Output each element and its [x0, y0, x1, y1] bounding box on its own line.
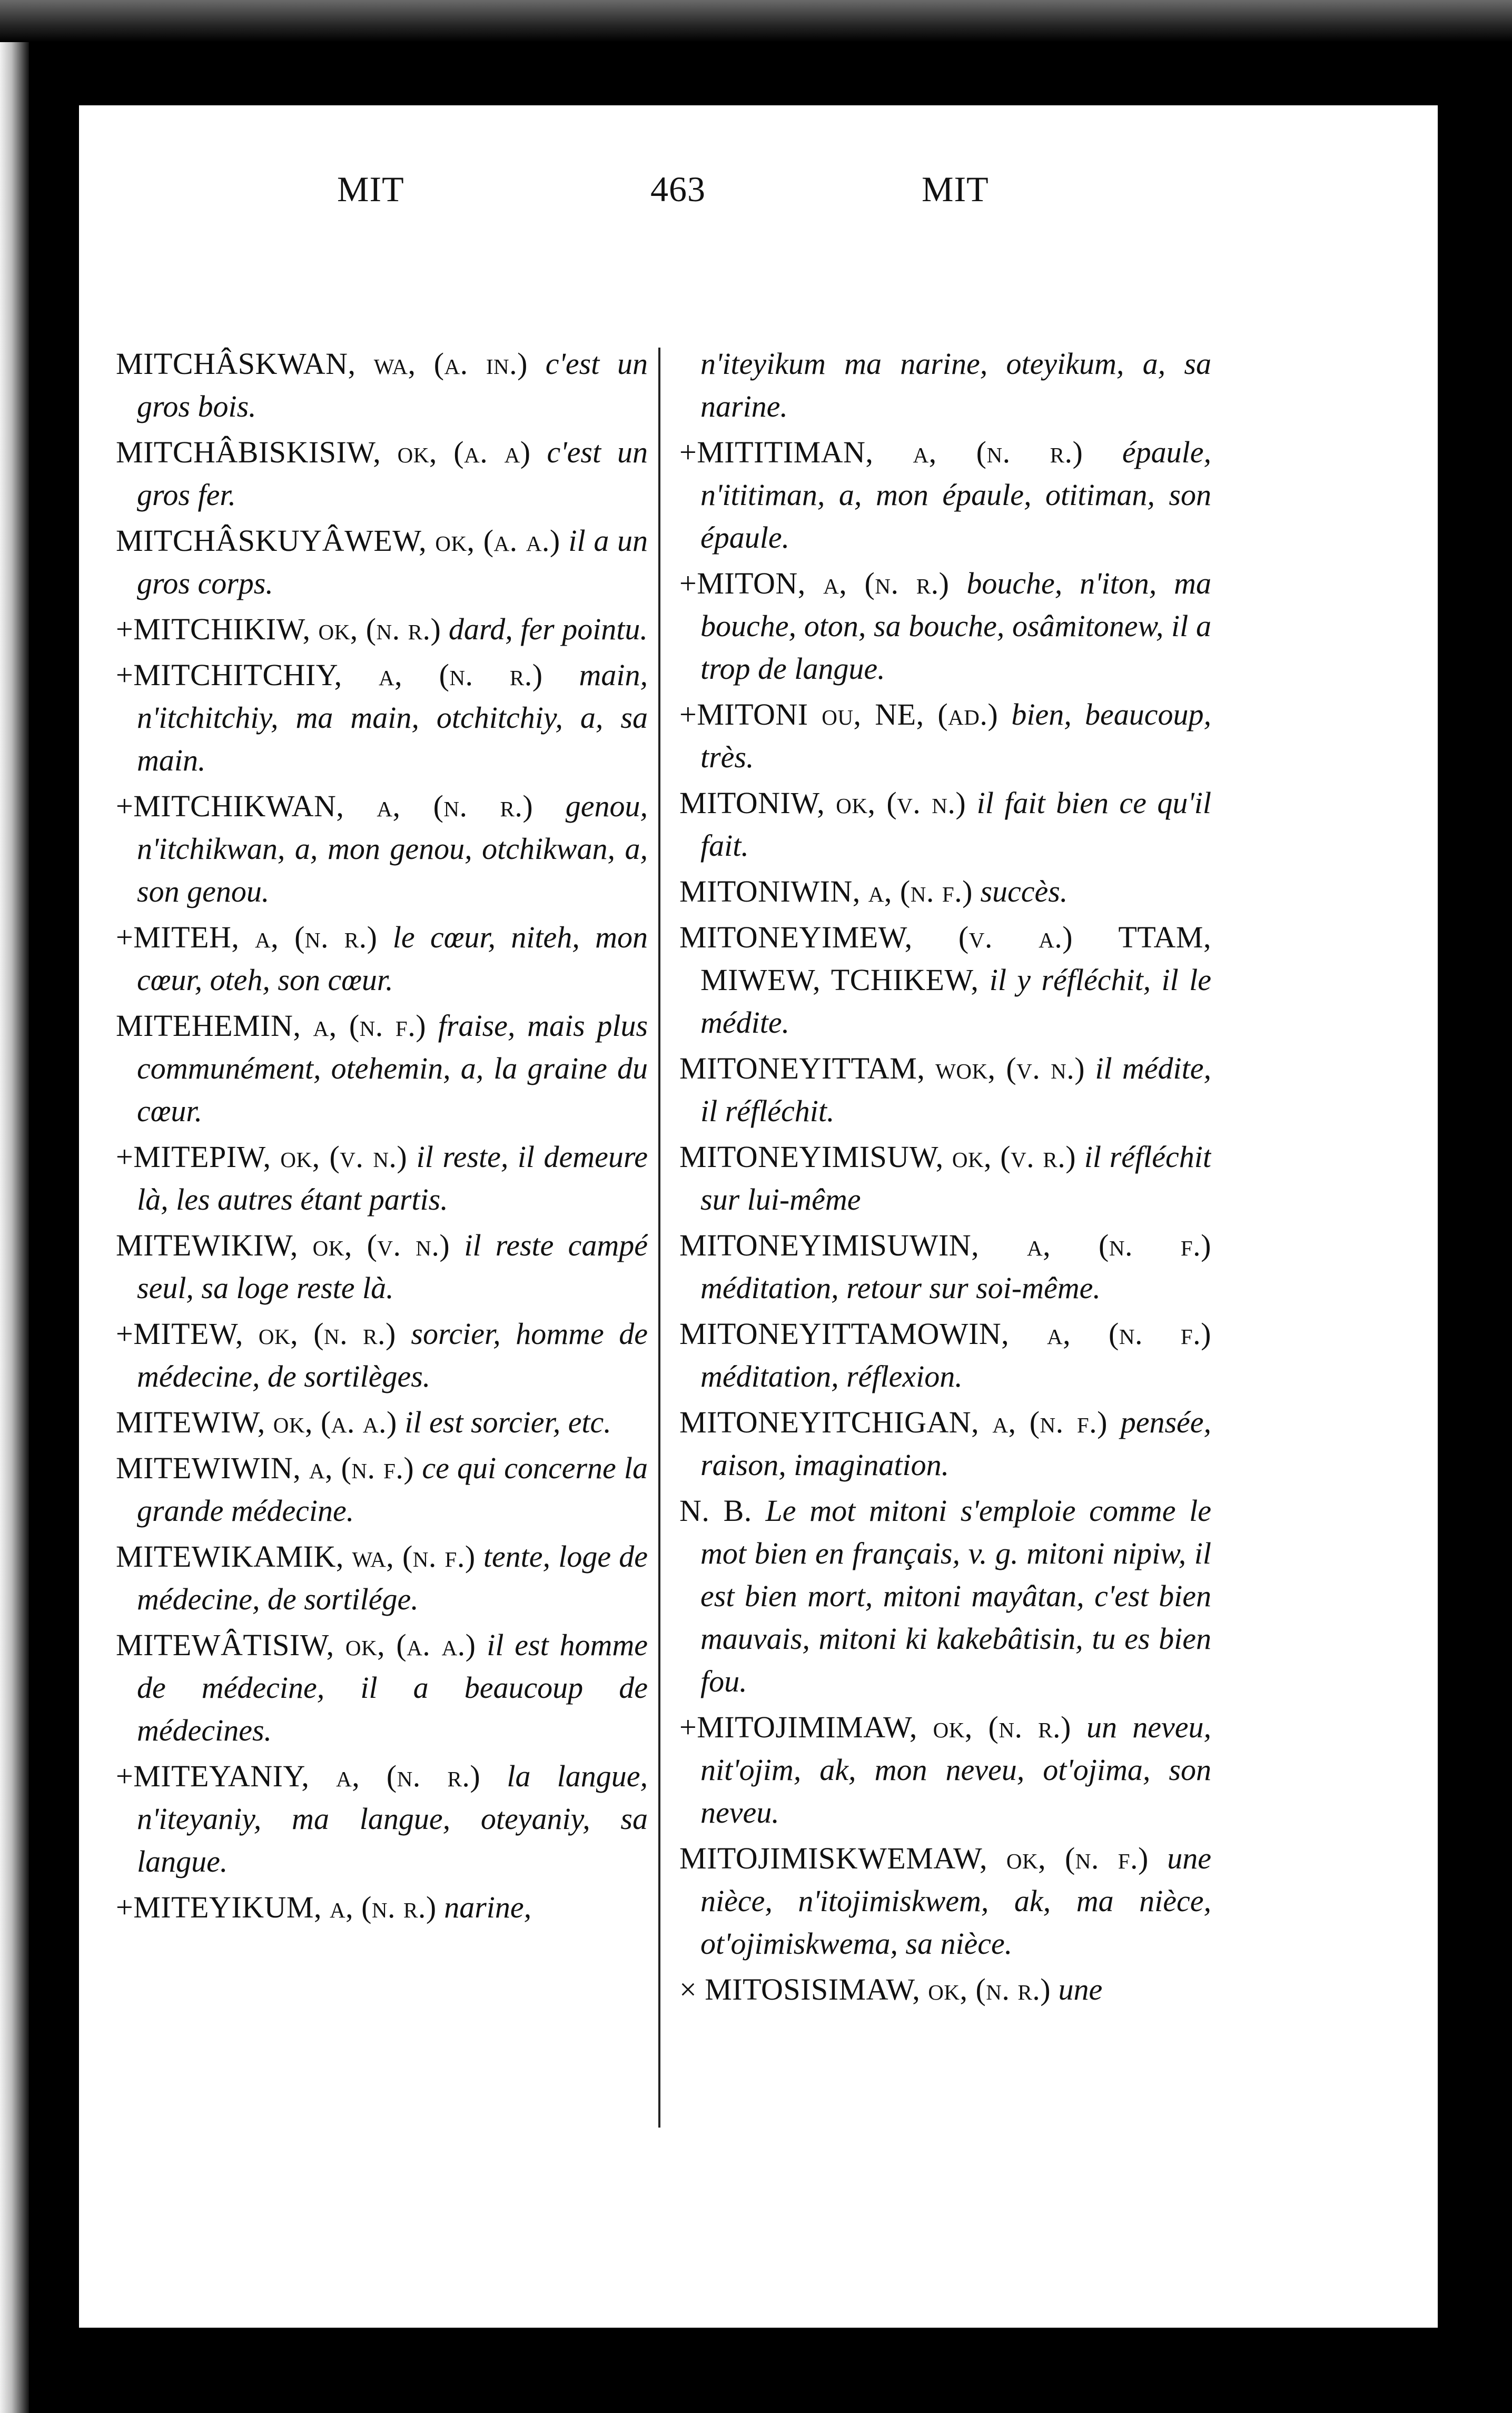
entry-definition: Le mot mitoni s'emploie comme le mot bien en français, v. g. mitoni nipiw, il est bien mort, mitoni mayâtan, c'est bien mauvais, mitoni ki kakebâtisin, tu es bien fou. — [700, 1494, 1211, 1698]
entry-headword: MITONEYIMISUW, ok, (v. r.) — [679, 1140, 1076, 1174]
page-left-edge — [0, 0, 29, 2413]
header-right-word: MIT — [922, 169, 989, 209]
dictionary-entry — [679, 1047, 1211, 1132]
dictionary-entry — [116, 1624, 648, 1752]
entry-headword: +MITCHIKIW, ok, (n. r.) — [116, 612, 441, 646]
entry-headword: +MITEH, a, (n. r.) — [116, 920, 378, 954]
dictionary-entry — [679, 1312, 1211, 1398]
dictionary-entry — [116, 342, 648, 428]
left-column — [116, 342, 648, 2143]
dictionary-entry — [679, 1489, 1211, 1703]
dictionary-entry — [116, 1447, 648, 1532]
entry-headword: MITEWIKIW, ok, (v. n.) — [116, 1228, 450, 1262]
entry-headword: MITONEYIMISUWIN, a, (n. f.) — [679, 1228, 1211, 1262]
entry-definition: il reste, il demeure là, les autres étant partis. — [137, 1140, 648, 1217]
entry-definition: il réfléchit sur lui-même — [700, 1140, 1211, 1217]
entry-headword: +MITEYANIY, a, (n. r.) — [116, 1759, 481, 1793]
entry-definition: épaule, n'ititiman, a, mon épaule, otitiman, son épaule. — [700, 435, 1211, 555]
column-divider — [658, 348, 660, 2128]
entry-definition: il y réfléchit, il le médite. — [700, 963, 1211, 1040]
dictionary-entry — [116, 785, 648, 913]
entry-headword: +MITON, a, (n. r.) — [679, 566, 950, 600]
entry-headword: +MITCHITCHIY, a, (n. r.) — [116, 658, 543, 692]
entry-definition: il médite, il réfléchit. — [700, 1051, 1211, 1128]
entry-definition: n'iteyikum ma narine, oteyikum, a, sa narine. — [700, 347, 1211, 423]
dictionary-entry — [679, 1837, 1211, 1965]
dictionary-entry — [116, 1224, 648, 1309]
entry-definition: il est sorcier, etc. — [404, 1405, 611, 1439]
dictionary-entry — [679, 870, 1211, 913]
entry-headword: MITEWÂTISIW, ok, (a. a.) — [116, 1628, 476, 1662]
entry-headword: MITONIWIN, a, (n. f.) — [679, 874, 973, 908]
entry-headword: MITCHÂBISKISIW, ok, (a. a) — [116, 435, 531, 469]
entry-headword: +MITEYIKUM, a, (n. r.) — [116, 1890, 437, 1924]
entry-definition: c'est un gros bois. — [137, 347, 648, 423]
entry-definition: le cœur, niteh, mon cœur, oteh, son cœur. — [137, 920, 648, 997]
entry-definition: il fait bien ce qu'il fait. — [700, 786, 1211, 863]
entry-headword: +MITOJIMIMAW, ok, (n. r.) — [679, 1710, 1071, 1744]
entry-definition: main, n'itchitchiy, ma main, otchitchiy, a, sa main. — [137, 658, 648, 777]
entry-definition: tente, loge de médecine, de sortilége. — [137, 1539, 648, 1616]
page-number: 463 — [650, 169, 706, 209]
dictionary-entry — [116, 608, 648, 650]
dictionary-entry — [116, 1886, 648, 1929]
dictionary-entry — [116, 1004, 648, 1132]
page-top-edge — [0, 0, 1512, 42]
entry-headword: MITONEYITTAMOWIN, a, (n. f.) — [679, 1317, 1211, 1351]
entry-headword: MITONEYITCHIGAN, a, (n. f.) — [679, 1405, 1108, 1439]
dictionary-entry — [679, 782, 1211, 867]
entry-definition: ce qui concerne la grande médecine. — [137, 1451, 648, 1528]
entry-definition: une — [1058, 1972, 1103, 2006]
dictionary-entry — [679, 562, 1211, 690]
entry-definition: il reste campé seul, sa loge reste là. — [137, 1228, 648, 1305]
entry-headword: +MITCHIKWAN, a, (n. r.) — [116, 789, 533, 823]
header-left-word: MIT — [337, 169, 404, 209]
dictionary-entry — [679, 342, 1211, 428]
dictionary-entry — [679, 916, 1211, 1044]
dictionary-entry — [116, 519, 648, 605]
entry-definition: dard, fer pointu. — [448, 612, 648, 646]
entry-definition: bien, beaucoup, très. — [700, 697, 1211, 774]
entry-headword: MITEWIWIN, a, (n. f.) — [116, 1451, 414, 1485]
entry-definition: une nièce, n'itojimiskwem, ak, ma nièce, ot'ojimiskwema, sa nièce. — [700, 1841, 1211, 1961]
entry-headword: +MITONI ou, NE, (ad.) — [679, 697, 999, 731]
entry-definition: c'est un gros fer. — [137, 435, 648, 512]
entry-headword: +MITEPIW, ok, (v. n.) — [116, 1140, 408, 1174]
entry-headword: +MITITIMAN, a, (n. r.) — [679, 435, 1083, 469]
entry-definition: pensée, raison, imagination. — [700, 1405, 1211, 1482]
dictionary-entry — [679, 1401, 1211, 1486]
dictionary-entry — [116, 431, 648, 516]
dictionary-entry — [679, 1706, 1211, 1834]
entry-headword: MITEWIKAMIK, wa, (n. f.) — [116, 1539, 476, 1574]
entry-headword: +MITEW, ok, (n. r.) — [116, 1317, 396, 1351]
dictionary-entry — [679, 1135, 1211, 1221]
dictionary-entry — [679, 1224, 1211, 1309]
dictionary-entry — [679, 693, 1211, 778]
dictionary-entry — [116, 654, 648, 782]
entry-definition: il est homme de médecine, il a beaucoup de médecines. — [137, 1628, 648, 1747]
dictionary-entry — [679, 1968, 1211, 2011]
dictionary-entry — [116, 1755, 648, 1883]
entry-headword: MITONIW, ok, (v. n.) — [679, 786, 966, 820]
entry-definition: succès. — [980, 874, 1068, 908]
entry-definition: la langue, n'iteyaniy, ma langue, oteyaniy, sa langue. — [137, 1759, 648, 1878]
entry-definition: il a un gros corps. — [137, 523, 648, 600]
entry-definition: méditation, retour sur soi-même. — [700, 1271, 1101, 1305]
entry-headword: MITONEYIMEW, (v. a.) TTAM, MIWEW, TCHIKEW, — [679, 920, 1211, 997]
entry-definition: un neveu, nit'ojim, ak, mon neveu, ot'ojima, son neveu. — [700, 1710, 1211, 1829]
running-header — [0, 169, 1512, 232]
entry-headword: × MITOSISIMAW, ok, (n. r.) — [679, 1972, 1051, 2006]
entry-headword: MITEWIW, ok, (a. a.) — [116, 1405, 397, 1439]
entry-definition: sorcier, homme de médecine, de sortilèges. — [137, 1317, 648, 1393]
entry-headword: N. B. — [679, 1494, 752, 1528]
entry-headword: MITCHÂSKWAN, wa, (a. in.) — [116, 347, 528, 381]
dictionary-entry — [116, 916, 648, 1001]
dictionary-entry — [116, 1535, 648, 1620]
entry-definition: narine, — [444, 1890, 532, 1924]
entry-definition: méditation, réflexion. — [700, 1359, 963, 1393]
right-column — [679, 342, 1211, 2143]
entry-definition: genou, n'itchikwan, a, mon genou, otchikwan, a, son genou. — [137, 789, 648, 908]
dictionary-entry — [679, 431, 1211, 559]
entry-headword: MITEHEMIN, a, (n. f.) — [116, 1008, 427, 1043]
dictionary-entry — [116, 1135, 648, 1221]
dictionary-entry — [116, 1401, 648, 1443]
entry-headword: MITOJIMISKWEMAW, ok, (n. f.) — [679, 1841, 1149, 1875]
entry-headword: MITCHÂSKUYÂWEW, ok, (a. a.) — [116, 523, 560, 558]
entry-definition: fraise, mais plus communément, otehemin, a, la graine du cœur. — [137, 1008, 648, 1128]
entry-headword: MITONEYITTAM, wok, (v. n.) — [679, 1051, 1085, 1085]
entry-definition: bouche, n'iton, ma bouche, oton, sa bouche, osâmitonew, il a trop de langue. — [700, 566, 1211, 686]
dictionary-entry — [116, 1312, 648, 1398]
